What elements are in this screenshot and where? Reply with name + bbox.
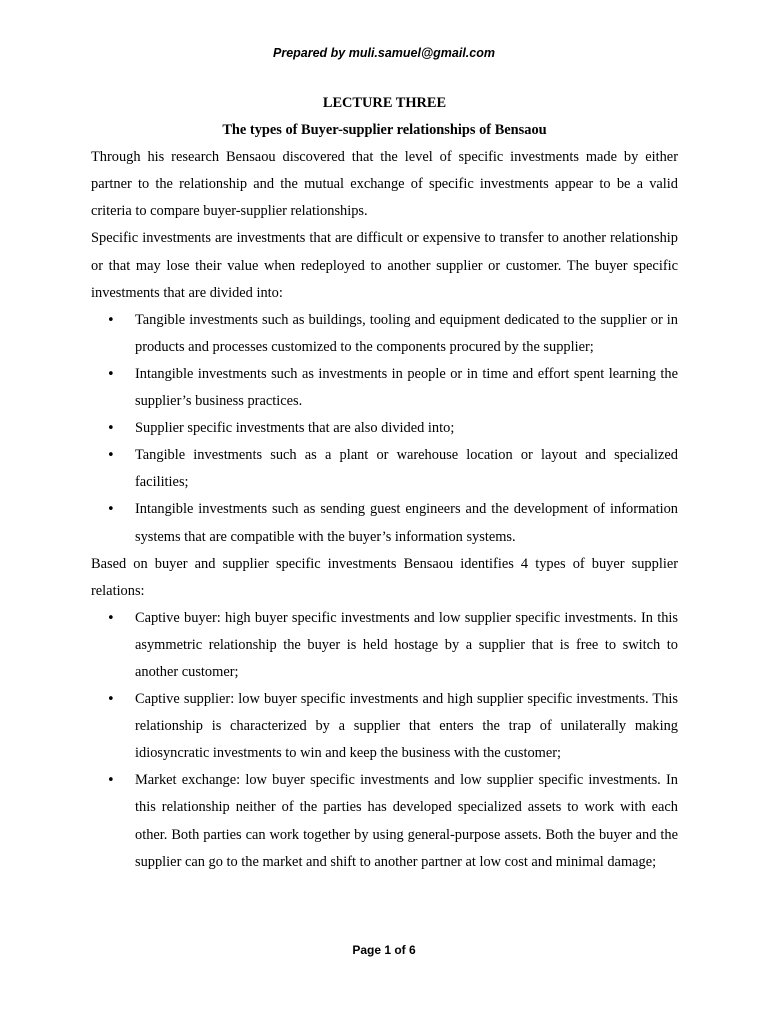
paragraph: Through his research Bensaou discovered that the level of specific investments made by either partner to the relationship and the mutual exchange of specific investments appear to be a valid criteria to compare buyer-supplier relationships. xyxy=(91,149,678,220)
paragraph: Based on buyer and supplier specific investments Bensaou identifies 4 types of buyer supplier relations: xyxy=(91,555,678,599)
paragraph: Specific investments are investments that are difficult or expensive to transfer to another relationship or that may lose their value when redeployed to another supplier or customer. The buyer specific investments that are divided into: xyxy=(91,230,678,301)
list-item: • Tangible investments such as a plant or warehouse location or layout and specialized facilities; xyxy=(135,442,678,496)
page-header: Prepared by muli.samuel@gmail.com xyxy=(273,46,495,60)
list-item: • Market exchange: low buyer specific investments and low supplier specific investments. In this relationship neither of the parties has developed specialized assets to work with each other. Both parties can work together by using general-purpose assets. Both the buyer and the supplier can go to the market and shift to another partner at low cost and minimal damage; xyxy=(135,767,678,875)
list-item: • Tangible investments such as buildings, tooling and equipment dedicated to the supplier or in products and processes customized to the components procured by the supplier; xyxy=(135,307,678,361)
page-number: Page 1 of 6 xyxy=(352,943,416,957)
list-item: • Intangible investments such as investments in people or in time and effort spent learning the supplier’s business practices. xyxy=(135,361,678,415)
list-item: • Captive buyer: high buyer specific investments and low supplier specific investments. In this asymmetric relationship the buyer is held hostage by a supplier that is free to switch to another customer; xyxy=(135,605,678,686)
list-item: • Captive supplier: low buyer specific investments and high supplier specific investments. This relationship is characterized by a supplier that enters the trap of unilaterally making idiosyncratic investments to win and keep the business with the customer; xyxy=(135,686,678,767)
lecture-subtitle: The types of Buyer-supplier relationships of Bensaou xyxy=(222,122,547,139)
list-item: • Intangible investments such as sending guest engineers and the development of information systems that are compatible with the buyer’s information systems. xyxy=(135,496,678,550)
page-body xyxy=(91,90,678,876)
investment-type-list xyxy=(91,307,678,551)
list-item: • Supplier specific investments that are also divided into; xyxy=(135,415,678,442)
relationship-type-list xyxy=(91,605,678,876)
lecture-title: LECTURE THREE xyxy=(322,95,447,111)
